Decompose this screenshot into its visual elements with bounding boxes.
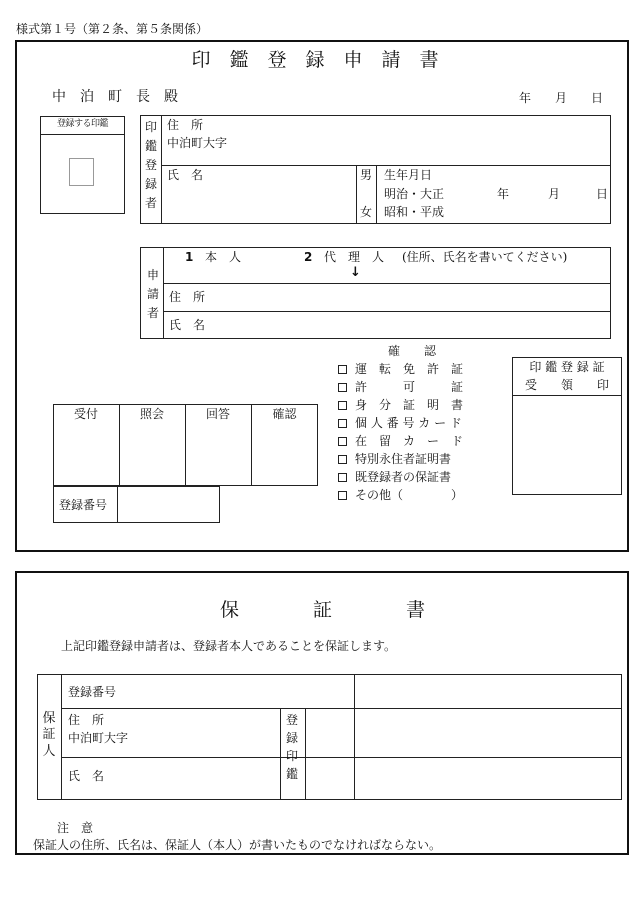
office-col-reception: 受付 bbox=[73, 407, 98, 421]
registrant-label: 印 鑑 登 録 者 bbox=[144, 120, 157, 210]
confirm-item-my-number-card[interactable]: 個 人 番 号 カ ー ド bbox=[338, 417, 462, 429]
checkbox-icon[interactable] bbox=[338, 473, 347, 482]
confirm-item-special-permanent-resident[interactable]: 特別永住者証明書 bbox=[338, 453, 451, 465]
office-col-inquiry: 照会 bbox=[139, 407, 164, 421]
form-number: 様式第１号（第２条、第５条関係） bbox=[16, 22, 209, 36]
guarantor-label: 保 証 人 bbox=[42, 711, 56, 759]
checkbox-icon[interactable] bbox=[338, 437, 347, 446]
checkbox-icon[interactable] bbox=[338, 455, 347, 464]
office-col-confirm: 確認 bbox=[272, 407, 297, 421]
confirm-item-other[interactable]: その他（ ） bbox=[338, 489, 463, 501]
option-proxy-number: 2 bbox=[304, 250, 313, 264]
sex-female-option[interactable]: 女 bbox=[360, 205, 373, 219]
seal-box-label: 登録する印鑑 bbox=[56, 119, 108, 129]
guarantee-title-char-1: 保 bbox=[220, 599, 240, 621]
confirm-item-drivers-license[interactable]: 運 転 免 許 証 bbox=[338, 363, 463, 375]
guarantee-statement: 上記印鑑登録申請者は、登録者本人であることを保証します。 bbox=[61, 639, 397, 653]
birth-date-label: 生年月日 bbox=[384, 168, 433, 182]
registrant-name-label: 氏 名 bbox=[167, 168, 204, 182]
option-self-number: 1 bbox=[185, 250, 194, 264]
guarantee-title-char-2: 証 bbox=[313, 599, 333, 621]
confirm-item-permit[interactable]: 許 可 証 bbox=[338, 381, 463, 393]
registered-seal-label: 登 録 印 鑑 bbox=[285, 713, 298, 781]
option-self[interactable]: 本 人 bbox=[205, 250, 242, 264]
applicant-name-field[interactable] bbox=[215, 313, 610, 338]
date-year-label: 年 bbox=[519, 91, 532, 105]
date-day-label: 日 bbox=[591, 91, 604, 105]
checkbox-icon[interactable] bbox=[338, 365, 347, 374]
option-proxy[interactable]: 代 理 人 bbox=[324, 250, 385, 264]
applicant-name-label: 氏 名 bbox=[169, 318, 206, 332]
birth-year-label: 年 bbox=[497, 187, 510, 201]
registrant-name-field[interactable] bbox=[162, 183, 355, 223]
notice-text: 保証人の住所、氏名は、保証人（本人）が書いたものでなければならない。 bbox=[33, 838, 442, 852]
registered-seal-stamp-area[interactable] bbox=[306, 709, 353, 799]
certificate-receipt-label-1: 印 鑑 登 録 証 bbox=[529, 360, 605, 374]
applicant-address-label: 住 所 bbox=[169, 290, 206, 304]
applicant-label: 申 請 者 bbox=[146, 268, 159, 320]
office-col-reply: 回答 bbox=[205, 407, 230, 421]
down-arrow-icon: ↓ bbox=[350, 265, 361, 280]
checkbox-icon[interactable] bbox=[338, 491, 347, 500]
birth-day-label: 日 bbox=[596, 187, 609, 201]
certificate-receipt-label-2: 受 領 印 bbox=[524, 378, 609, 392]
registrant-address-label: 住 所 bbox=[167, 118, 204, 132]
registrant-address-prefix[interactable]: 中泊町大字 bbox=[167, 136, 228, 150]
sex-male-option[interactable]: 男 bbox=[360, 168, 373, 182]
confirm-title: 確 認 bbox=[388, 344, 437, 358]
birth-month-label: 月 bbox=[548, 187, 561, 201]
guarantor-registration-number-label: 登録番号 bbox=[68, 685, 117, 699]
addressee: 中 泊 町 長 殿 bbox=[52, 89, 178, 105]
confirm-item-residence-card[interactable]: 在 留 カ ー ド bbox=[338, 435, 463, 447]
era-meiji-taisho[interactable]: 明治・大正 bbox=[384, 187, 445, 201]
registration-number-label: 登録番号 bbox=[59, 498, 108, 512]
checkbox-icon[interactable] bbox=[338, 419, 347, 428]
confirm-item-guarantee-letter[interactable]: 既登録者の保証書 bbox=[338, 471, 451, 483]
registration-number-field[interactable] bbox=[118, 487, 219, 522]
notice-title: 注 意 bbox=[57, 821, 94, 835]
guarantor-address-prefix[interactable]: 中泊町大字 bbox=[68, 731, 129, 745]
checkbox-icon[interactable] bbox=[338, 383, 347, 392]
seal-placeholder-square bbox=[69, 158, 94, 186]
guarantor-address-label: 住 所 bbox=[68, 713, 105, 727]
date-month-label: 月 bbox=[555, 91, 568, 105]
checkbox-icon[interactable] bbox=[338, 401, 347, 410]
guarantor-registration-number-field[interactable] bbox=[140, 676, 352, 706]
guarantor-name-label: 氏 名 bbox=[68, 769, 105, 783]
applicant-address-field[interactable] bbox=[215, 285, 610, 310]
option-proxy-note: (住所、氏名を書いてください) bbox=[402, 250, 568, 264]
guarantor-name-field[interactable] bbox=[120, 759, 278, 799]
guarantee-title-char-3: 書 bbox=[406, 599, 426, 621]
era-showa-heisei[interactable]: 昭和・平成 bbox=[384, 205, 445, 219]
application-title: 印 鑑 登 録 申 請 書 bbox=[191, 49, 439, 71]
confirm-item-id-certificate[interactable]: 身 分 証 明 書 bbox=[338, 399, 463, 411]
